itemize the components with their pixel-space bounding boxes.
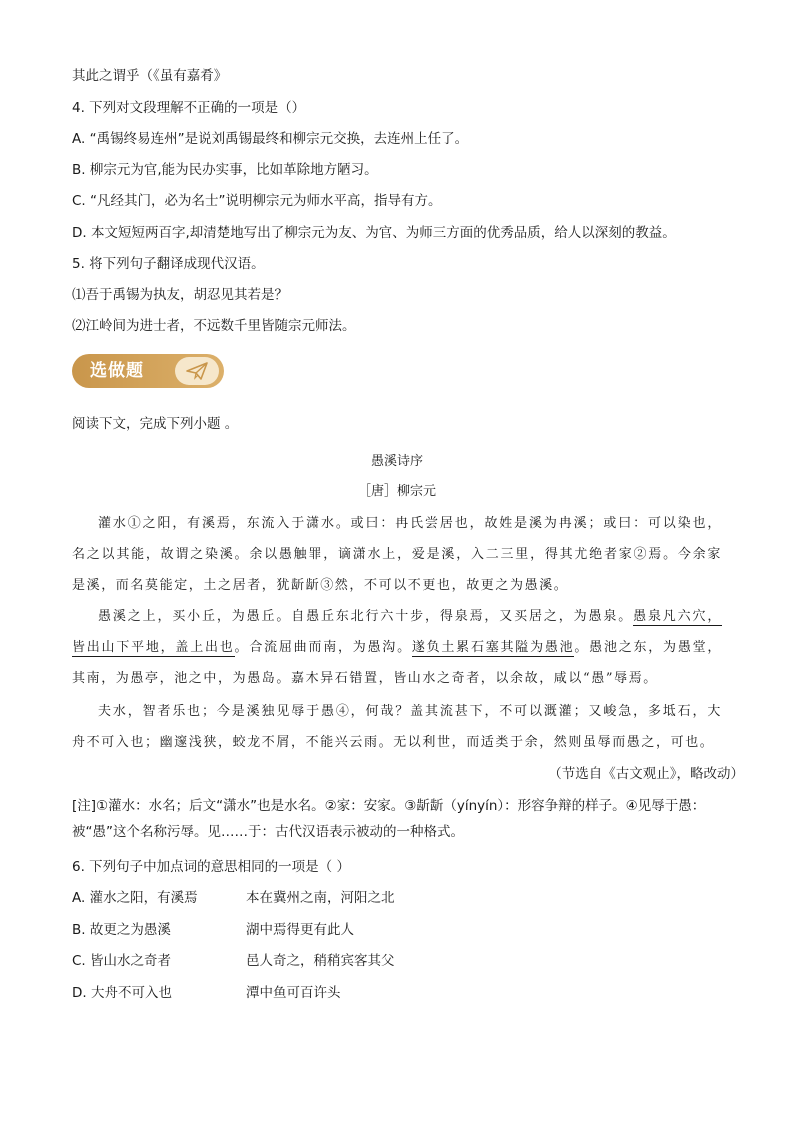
question-4-option-b: B. 柳宗元为官,能为民办实事，比如革除地方陋习。 [72,162,378,178]
question-4: 4. 下列对文段理解不正确的一项是（） [72,100,306,116]
question-6-option-b [72,920,354,940]
annotation-note: [注]①灌水：水名；后文“潇水”也是水名。②家：安家。③龂龂（yínyín）：形容争辩的样子。④见辱于愚：被“愚”这个名称污辱。见……于：古代汉语表示被动的一种格式。 [72,798,706,840]
question-6-option-a [72,888,395,908]
question-6: 6. 下列句子中加点词的意思相同的一项是（ ） [72,859,350,875]
passage-paragraph-2 [72,601,722,694]
underlined-sentence-1: 愚泉凡六穴，皆出山下平地，盖上出也 [72,609,722,655]
option-d-right: 潭中鱼可百许头 [246,985,341,1001]
option-b-right: 湖中焉得更有此人 [246,922,354,938]
paper-plane-icon [175,357,219,385]
passage-paragraph-1: 灌水①之阳，有溪焉，东流入于潇水。或曰：冉氏尝居也，故姓是溪为冉溪；或曰：可以染也，名之以其能，故谓之染溪。余以愚触罪，谪潇水上，爱是溪，入二三里，得其尤绝者家②焉。今余家是溪，而名莫能定，土之居者，犹龂龂③然，不可以不更也，故更之为愚溪。 [72,516,722,593]
option-d-left: D. 大舟不可入也 [72,985,172,1001]
previous-source-line: 其此之谓乎（《虽有嘉肴》 [72,68,228,84]
passage-title: 愚溪诗序 [370,454,423,469]
paragraph-2-text-c: 。愚池之东，为愚堂，其南，为愚亭，池之中，为愚岛。嘉木异石错置，皆山水之奇者，以余故，咸以“愚”辱焉。 [72,640,722,686]
question-6-option-c [72,951,395,971]
option-c-left: C. 皆山水之奇者 [72,953,172,969]
paragraph-2-text-b: 。合流屈曲而南，为愚沟。 [234,640,412,655]
option-a-left: A. 灌水之阳，有溪焉 [72,890,198,906]
underlined-sentence-2: 遂负土累石塞其隘为愚池 [411,640,575,655]
option-c-right: 邑人奇之，稍稍宾客其父 [246,953,395,969]
question-4-option-d: D. 本文短短两百字,却清楚地写出了柳宗元为友、为官、为师三方面的优秀品质，给人以深刻的教益。 [72,225,676,241]
question-6-option-d [72,983,341,1003]
option-b-left: B. 故更之为愚溪 [72,922,171,938]
question-4-option-a: A. “禹锡终易连州”是说刘禹锡最终和柳宗元交换，去连州上任了。 [72,131,469,147]
paragraph-2-text-a: 愚溪之上，买小丘，为愚丘。自愚丘东北行六十步，得泉焉，又买居之，为愚泉。 [98,609,634,624]
option-a-right: 本在冀州之南，河阳之北 [246,890,395,906]
passage-source: （节选自《古文观止》，略改动） [548,766,744,782]
passage-paragraph-3: 夫水，智者乐也；今是溪独见辱于愚④，何哉？盖其流甚下，不可以溉灌；又峻急，多坻石，大舟不可入也；幽邃浅狭，蛟龙不屑，不能兴云雨。无以利世，而适类于余，然则虽辱而愚之，可也。 [72,704,722,750]
question-5: 5. 将下列句子翻译成现代汉语。 [72,256,265,272]
question-5-item-2: ⑵江岭间为进士者，不远数千里皆随宗元师法。 [72,318,356,334]
question-5-item-1: ⑴吾于禹锡为执友，胡忍见其若是？ [72,287,288,303]
badge-label: 选做题 [90,361,144,381]
optional-section-badge [72,354,224,388]
reading-intro: 阅读下文，完成下列小题 。 [72,416,239,432]
passage-author: ［唐］柳宗元 [357,484,436,499]
question-4-option-c: C. “凡经其门，必为名士”说明柳宗元为师水平高，指导有方。 [72,193,442,209]
